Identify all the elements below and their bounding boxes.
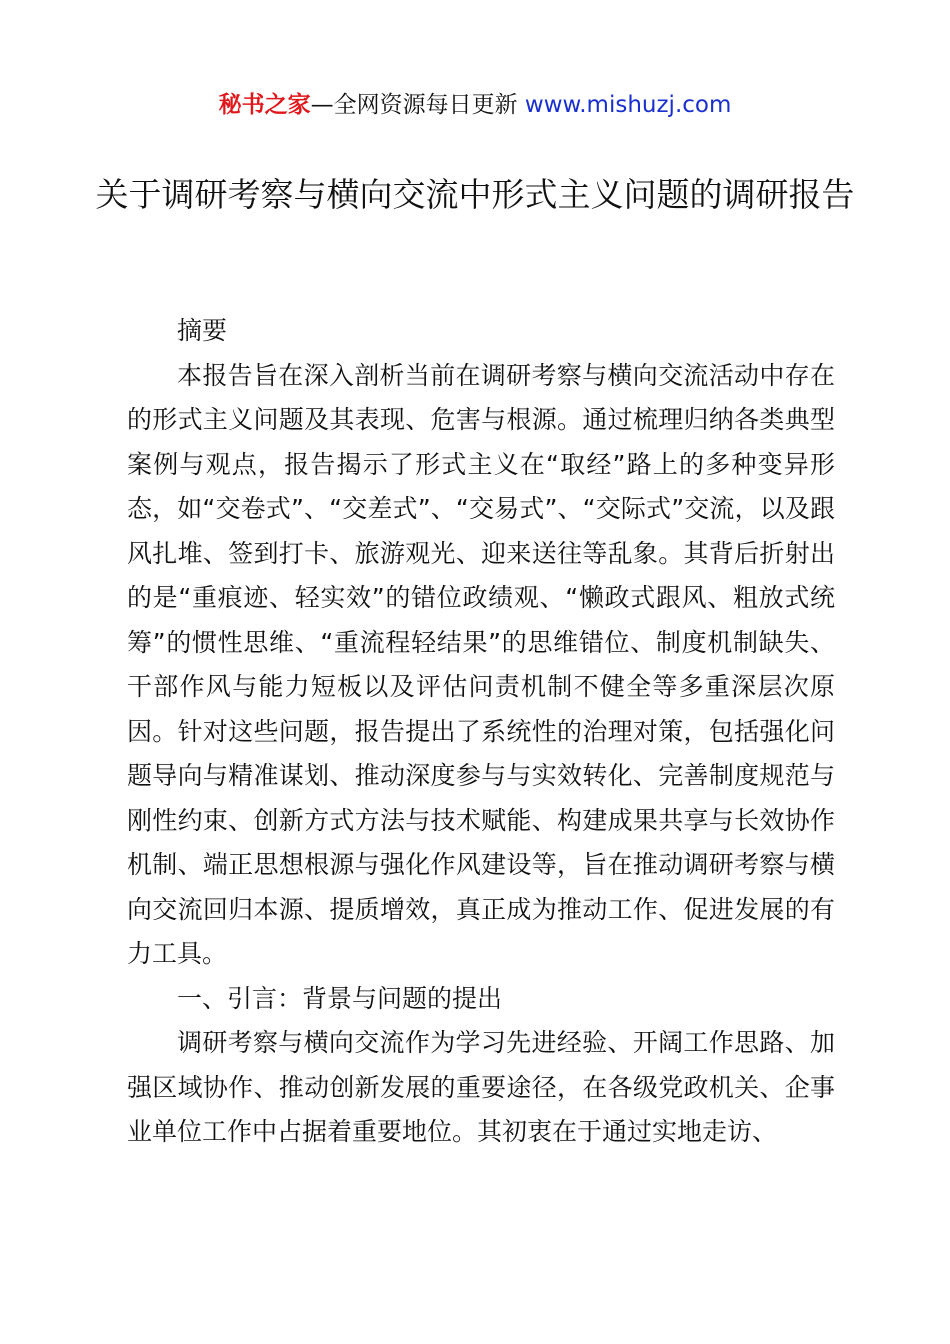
site-tagline: —全网资源每日更新 [310,92,525,118]
section-heading: 一、引言：背景与问题的提出 [177,983,503,1013]
site-brand: 秘书之家 [218,92,311,118]
abstract-heading: 摘要 [177,316,228,345]
section-paragraph: 调研考察与横向交流作为学习先进经验、开阔工作思路、加强区域协作、推动创新发展的重要途径，在各级党政机关、企事业单位工作中占据着重要地位。其初衷在于通过实地走访、 [127,1028,835,1146]
document-body [127,309,835,1155]
site-url[interactable]: www.mishuzj.com [524,92,732,118]
abstract-paragraph: 本报告旨在深入剖析当前在调研考察与横向交流活动中存在的形式主义问题及其表现、危害与根源。通过梳理归纳各类典型案例与观点，报告揭示了形式主义在“取经”路上的多种变异形态，如“交卷式”、“交差式”、“交易式”、“交际式”交流，以及跟风扎堆、签到打卡、旅游观光、迎来送往等乱象。其背后折射出的是“重痕迹、轻实效”的错位政绩观、“懒政式跟风、粗放式统筹”的惯性思维、“重流程轻结果”的思维错位、制度机制缺失、干部作风与能力短板以及评估问责机制不健全等多重深层次原因。针对这些问题，报告提出了系统性的治理对策，包括强化问题导向与精准谋划、推动深度参与与实效转化、完善制度规范与刚性约束、创新方式方法与技术赋能、构建成果共享与长效协作机制、端正思想根源与强化作风建设等，旨在推动调研考察与横向交流回归本源、提质增效，真正成为推动工作、促进发展的有力工具。 [127,360,835,968]
site-header [0,88,950,122]
document-title: 关于调研考察与横向交流中形式主义问题的调研报告 [95,175,855,214]
